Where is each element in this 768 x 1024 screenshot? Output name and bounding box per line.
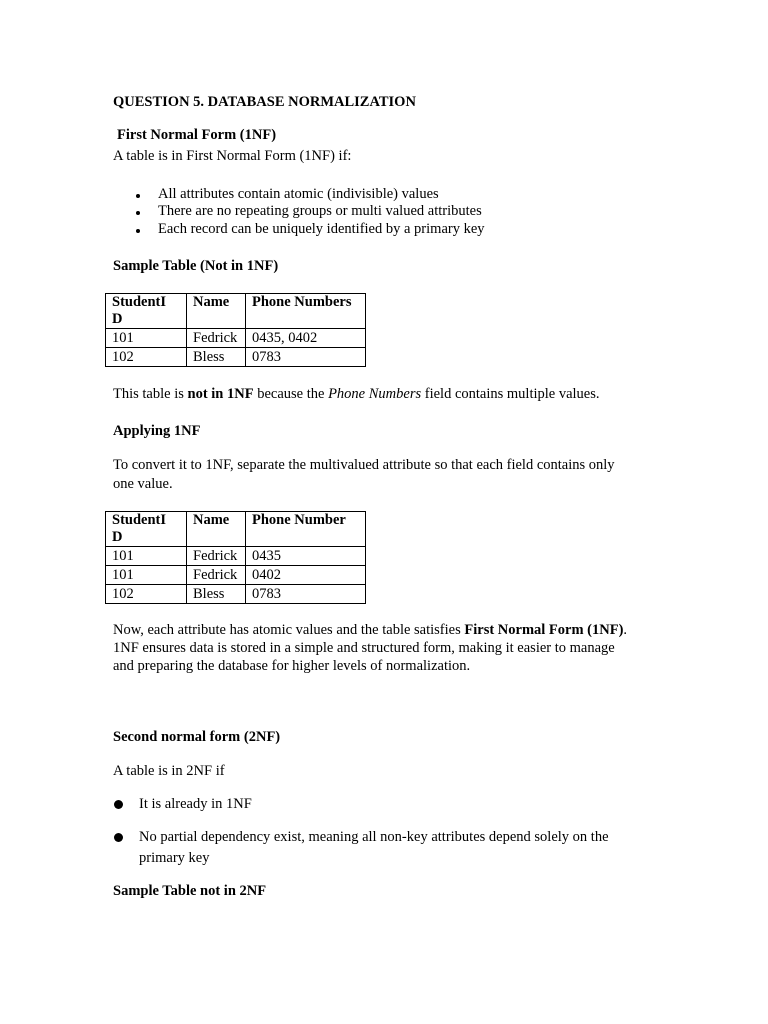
bullet-icon [114, 800, 123, 809]
column-header-studentid: StudentI D [106, 294, 187, 329]
nf1-bullet-3: Each record can be uniquely identified by a primary key [158, 221, 485, 237]
column-header-phone: Phone Numbers [246, 294, 366, 329]
table-cell: 102 [106, 348, 187, 367]
table-cell: 0783 [246, 348, 366, 367]
nf2-bullet-1: It is already in 1NF [139, 796, 252, 812]
column-header-name: Name [187, 512, 246, 547]
nf1-bullet-2: There are no repeating groups or multi valued attributes [158, 203, 482, 219]
nf1-bullet-1: All attributes contain atomic (indivisible) values [158, 186, 439, 202]
table-cell: Fedrick [187, 566, 246, 585]
bullet-icon [136, 229, 140, 233]
table-row [106, 348, 366, 367]
table-cell: 0435, 0402 [246, 329, 366, 348]
nf1-intro: A table is in First Normal Form (1NF) if: [113, 148, 352, 164]
conclusion-line-3: and preparing the database for higher levels of normalization. [113, 658, 471, 674]
nf2-sample-heading: Sample Table not in 2NF [113, 883, 267, 899]
conclusion-line-1: Now, each attribute has atomic values and the table satisfies First Normal Form (1NF). [113, 622, 628, 638]
table-row [106, 566, 366, 585]
table-cell: 102 [106, 585, 187, 604]
not-1nf-note: This table is not in 1NF because the Phone Numbers field contains multiple values. [113, 386, 600, 402]
table-cell: Bless [187, 348, 246, 367]
conclusion-line-2: 1NF ensures data is stored in a simple and structured form, making it easier to manage [113, 640, 615, 656]
table-cell: 0783 [246, 585, 366, 604]
nf2-bullet-2-line-1: No partial dependency exist, meaning all non-key attributes depend solely on the [139, 829, 609, 845]
result-table [105, 511, 366, 604]
table-cell: Bless [187, 585, 246, 604]
table-header-row [106, 294, 366, 329]
sample-table [105, 293, 366, 367]
column-header-phone: Phone Number [246, 512, 366, 547]
table-row [106, 585, 366, 604]
table-cell: 101 [106, 566, 187, 585]
table-row [106, 547, 366, 566]
page-title: QUESTION 5. DATABASE NORMALIZATION [113, 94, 416, 110]
nf2-heading: Second normal form (2NF) [113, 729, 281, 745]
table-row [106, 329, 366, 348]
nf2-intro: A table is in 2NF if [113, 763, 225, 779]
applying-1nf-heading: Applying 1NF [113, 423, 201, 439]
table-header-row [106, 512, 366, 547]
nf1-heading: First Normal Form (1NF) [117, 127, 277, 143]
column-header-name: Name [187, 294, 246, 329]
nf2-bullet-2-line-2: primary key [139, 850, 210, 866]
table-cell: 0402 [246, 566, 366, 585]
table-cell: 101 [106, 329, 187, 348]
bullet-icon [114, 833, 123, 842]
table-cell: 101 [106, 547, 187, 566]
sample-table-heading: Sample Table (Not in 1NF) [113, 258, 279, 274]
column-header-studentid: StudentI D [106, 512, 187, 547]
apply-text-line-2: one value. [113, 476, 173, 492]
table-cell: Fedrick [187, 329, 246, 348]
table-cell: 0435 [246, 547, 366, 566]
bullet-icon [136, 211, 140, 215]
bullet-icon [136, 194, 140, 198]
apply-text-line-1: To convert it to 1NF, separate the multivalued attribute so that each field contains only [113, 457, 615, 473]
table-cell: Fedrick [187, 547, 246, 566]
